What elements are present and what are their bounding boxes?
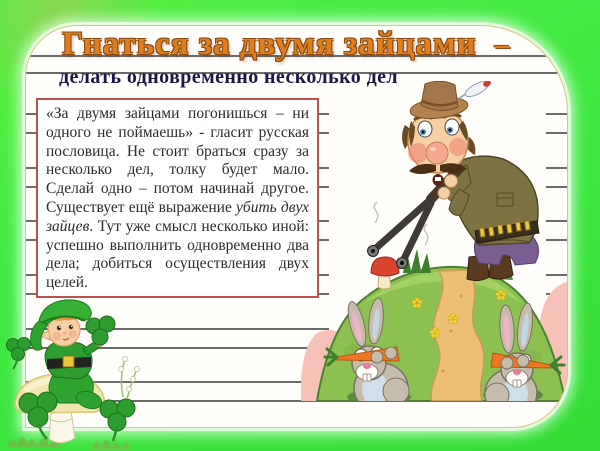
page-subtitle: делать одновременно несколько дел xyxy=(59,66,399,88)
haunch xyxy=(383,378,409,401)
cheek xyxy=(53,332,62,341)
cheek xyxy=(408,143,428,163)
eye xyxy=(57,326,61,330)
title-dash: – xyxy=(494,28,510,61)
nose xyxy=(63,332,67,335)
grass xyxy=(91,440,131,449)
leprechaun-illustration xyxy=(5,297,150,451)
paw xyxy=(385,347,397,359)
eye xyxy=(418,121,432,137)
hand xyxy=(438,187,450,199)
paw xyxy=(501,357,513,369)
shamrock-icon xyxy=(86,316,115,345)
white-flowers xyxy=(119,357,140,400)
mushroom-stem xyxy=(49,411,75,443)
paw xyxy=(517,355,529,367)
cheek xyxy=(69,330,77,338)
leprechaun-mushroom-shamrocks-icon xyxy=(5,297,150,451)
hunter-illustration xyxy=(301,81,568,401)
hunter-two-hares-hill-icon xyxy=(301,81,568,401)
title-row xyxy=(62,26,510,63)
shamrock-icon xyxy=(100,399,135,441)
cheek xyxy=(449,138,467,156)
nose xyxy=(363,363,371,369)
paw xyxy=(371,351,383,363)
hand xyxy=(445,175,458,188)
eye xyxy=(445,119,459,135)
shamrock-icon xyxy=(7,338,31,370)
belt-buckle xyxy=(63,356,74,367)
nose xyxy=(426,142,448,164)
eye xyxy=(69,325,73,329)
definition-box xyxy=(36,98,319,298)
page-title: Гнаться за двумя зайцами xyxy=(62,26,477,62)
nose xyxy=(513,369,521,375)
definition-text: «За двумя зайцами погонишься – ни одного не поймаешь» - гласит русская пословица. Не стоит браться сразу за несколько дел, толку будет мало. Сделай одно – потом начинай другое. Существует ещё выражение убить двух зайцев. Тут уже смысл несколько иной: успешно выполнить одновременно два дела; добиться осуществления двух целей. xyxy=(46,105,309,292)
